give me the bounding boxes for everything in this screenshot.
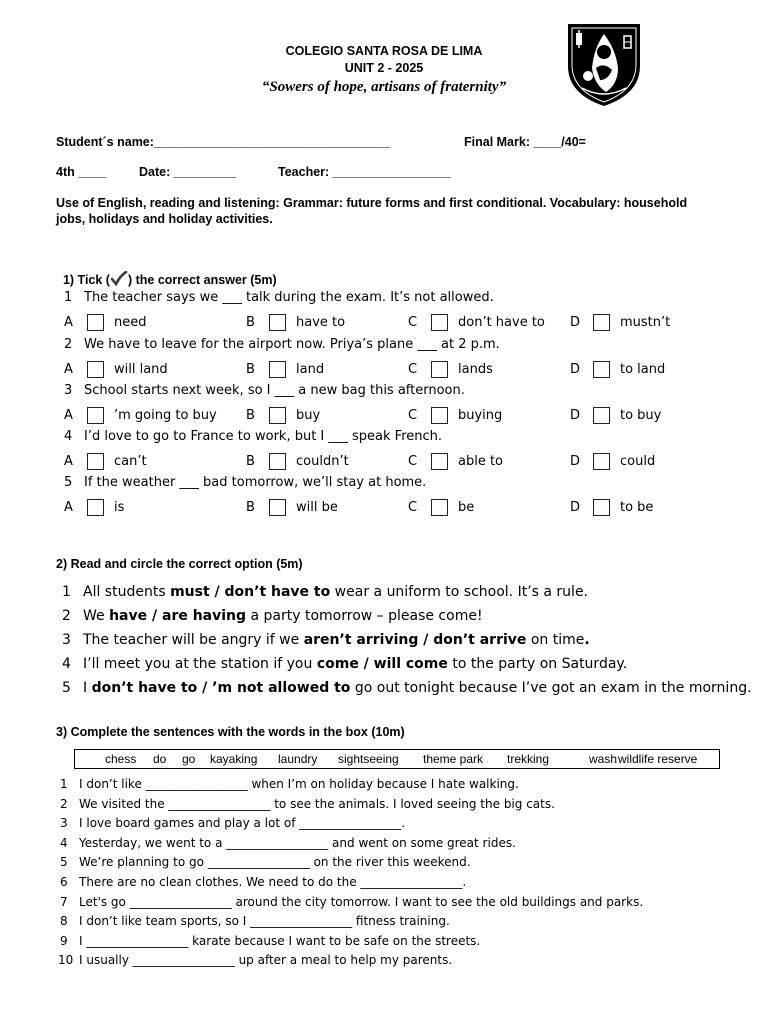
option-text: will land (114, 362, 168, 377)
option-text: could (620, 454, 656, 469)
fill-in-sentence[interactable]: Let's go _________________ around the city tomorrow. I want to see the old buildings and parks. (79, 894, 644, 909)
question-number: 4 (64, 429, 73, 444)
fill-in-sentence[interactable]: We’re planning to go _________________ on the river this weekend. (79, 855, 471, 870)
option-text: buying (458, 408, 503, 423)
option-letter: D (570, 408, 581, 423)
option-letter: B (246, 500, 255, 515)
fill-in-sentence[interactable]: I love board games and play a lot of _________________. (79, 816, 406, 831)
answer-checkbox[interactable] (431, 453, 448, 470)
option-letter: A (64, 408, 73, 423)
sentence-part: to the party on Saturday. (447, 656, 628, 672)
sentence-part: We (83, 608, 110, 624)
question-text: The teacher says we ___ talk during the exam. It’s not allowed. (84, 290, 494, 305)
word-option: chess (105, 752, 137, 766)
option-text: able to (458, 454, 504, 469)
question-number: 3 (64, 383, 73, 398)
sentence-number: 3 (62, 632, 71, 648)
answer-checkbox[interactable] (269, 499, 286, 516)
answer-checkbox[interactable] (593, 314, 610, 331)
sentence-number: 9 (60, 933, 68, 948)
answer-checkbox[interactable] (269, 314, 286, 331)
option-letter: A (64, 454, 73, 469)
option-text: to be (620, 500, 654, 515)
sentence-part: a party tomorrow – please come! (246, 608, 483, 624)
sentence-part: I’ll meet you at the station if you (83, 656, 317, 672)
sentence-part: I (83, 680, 92, 696)
option-text: be (458, 500, 475, 515)
answer-checkbox[interactable] (593, 453, 610, 470)
question-number: 1 (64, 290, 73, 305)
option-letter: C (408, 362, 418, 377)
sentence-number: 6 (60, 875, 68, 889)
fill-in-sentence[interactable]: I don’t like team sports, so I _________________ fitness training. (79, 914, 450, 929)
option-letter: A (64, 362, 73, 377)
circle-option-sentence (83, 656, 627, 672)
word-option: laundry (278, 752, 318, 766)
exam-description: Use of English, reading and listening: Grammar: future forms and first conditional. Vocabulary: household jobs, holidays and holiday activities. (56, 196, 688, 226)
unit-title: UNIT 2 - 2025 (344, 61, 424, 75)
word-option: sightseeing (338, 752, 399, 766)
option-letter: D (570, 315, 581, 330)
choice-options[interactable]: aren’t arriving / don’t arrive (303, 632, 527, 648)
answer-checkbox[interactable] (431, 314, 448, 331)
word-option: wildlife reserve (618, 752, 698, 766)
sentence-part: on time (526, 632, 585, 648)
school-crest-icon (566, 18, 642, 108)
word-option: wash (589, 752, 618, 766)
option-text: couldn’t (296, 454, 349, 469)
option-text: can’t (114, 454, 147, 469)
sentence-number: 1 (60, 777, 68, 791)
fill-in-sentence[interactable]: There are no clean clothes. We need to do the _________________. (79, 875, 467, 889)
sentence-part: go out tonight because I’ve got an exam in the morning. (350, 680, 752, 696)
option-text: mustn’t (620, 315, 671, 330)
fill-in-sentence[interactable]: I usually _________________ up after a meal to help my parents. (79, 953, 453, 968)
sentence-number: 5 (62, 680, 71, 696)
option-text: to land (620, 362, 666, 377)
option-letter: B (246, 408, 255, 423)
option-text: ’m going to buy (114, 408, 217, 423)
fill-in-sentence[interactable]: I _________________ karate because I want to be safe on the streets. (79, 933, 481, 948)
date-field[interactable]: Date: _________ (139, 165, 237, 179)
sentence-part: wear a uniform to school. It’s a rule. (330, 584, 589, 600)
word-option: trekking (507, 752, 550, 766)
sentence-number: 3 (60, 816, 68, 831)
choice-options[interactable]: must / don’t have to (170, 584, 331, 600)
sentence-number: 8 (60, 914, 68, 929)
option-text: to buy (620, 408, 662, 423)
section1-title-end: ) the correct answer (5m) (127, 273, 277, 287)
option-text: land (296, 362, 325, 377)
final-mark-field[interactable]: Final Mark: ____/40= (464, 135, 586, 149)
section1-title-start: 1) Tick ( (62, 273, 110, 287)
option-letter: B (246, 315, 255, 330)
answer-checkbox[interactable] (87, 453, 104, 470)
fill-in-sentence[interactable]: I don’t like _________________ when I’m on holiday because I hate walking. (79, 777, 519, 791)
answer-checkbox[interactable] (431, 499, 448, 516)
answer-checkbox[interactable] (593, 407, 610, 424)
sentence-part: The teacher will be angry if we (83, 632, 304, 648)
choice-options[interactable]: . (584, 632, 590, 648)
answer-checkbox[interactable] (269, 407, 286, 424)
option-letter: B (246, 362, 255, 377)
answer-checkbox[interactable] (87, 499, 104, 516)
option-text: need (114, 315, 147, 330)
answer-checkbox[interactable] (87, 361, 104, 378)
question-text: If the weather ___ bad tomorrow, we’ll stay at home. (84, 475, 427, 490)
school-motto: “Sowers of hope, artisans of fraternity” (261, 79, 507, 95)
student-name-field[interactable]: Student´s name:__________________________________ (56, 135, 391, 149)
sentence-number: 10 (58, 953, 74, 968)
sentence-number: 7 (60, 894, 68, 909)
grade-field[interactable]: 4th ____ (56, 165, 107, 179)
section1-title (56, 257, 277, 287)
option-letter: D (570, 500, 581, 515)
teacher-field[interactable]: Teacher: _________________ (278, 165, 451, 179)
fill-in-sentence[interactable]: Yesterday, we went to a _________________ and went on some great rides. (79, 835, 516, 850)
answer-checkbox[interactable] (431, 361, 448, 378)
circle-option-sentence (83, 584, 588, 600)
option-letter: C (408, 454, 418, 469)
question-number: 2 (64, 337, 73, 352)
sentence-number: 1 (62, 584, 71, 600)
option-text: don’t have to (458, 315, 545, 330)
circle-option-sentence (83, 632, 590, 648)
answer-checkbox[interactable] (269, 361, 286, 378)
option-text: will be (296, 500, 338, 515)
word-option: go (182, 752, 196, 766)
sentence-number: 4 (62, 656, 71, 672)
word-box (74, 749, 720, 769)
option-letter: A (64, 315, 73, 330)
question-number: 5 (64, 475, 73, 490)
school-name: COLEGIO SANTA ROSA DE LIMA (285, 44, 483, 58)
answer-checkbox[interactable] (87, 314, 104, 331)
question-text: We have to leave for the airport now. Priya’s plane ___ at 2 p.m. (84, 337, 500, 352)
option-letter: B (246, 454, 255, 469)
choice-options[interactable]: have / are having (109, 608, 247, 624)
option-letter: C (408, 408, 418, 423)
option-letter: C (408, 315, 418, 330)
option-letter: A (64, 500, 73, 515)
answer-checkbox[interactable] (593, 499, 610, 516)
circle-option-sentence (83, 608, 483, 624)
sentence-number: 5 (60, 855, 68, 870)
option-text: have to (296, 315, 346, 330)
answer-checkbox[interactable] (431, 407, 448, 424)
option-letter: D (570, 454, 581, 469)
circle-option-sentence (83, 680, 752, 696)
section2-title: 2) Read and circle the correct option (5m) (56, 557, 303, 571)
section3-title: 3) Complete the sentences with the words in the box (10m) (56, 725, 405, 739)
option-text: lands (458, 362, 493, 377)
sentence-number: 2 (62, 608, 71, 624)
question-text: School starts next week, so I ___ a new bag this afternoon. (84, 383, 465, 398)
word-option: do (153, 752, 167, 766)
option-text: buy (296, 408, 321, 423)
sentence-number: 2 (60, 796, 68, 811)
checkmark-icon (110, 271, 128, 287)
answer-checkbox[interactable] (593, 361, 610, 378)
word-option: theme park (423, 752, 484, 766)
sentence-part: All students (83, 584, 171, 600)
choice-options[interactable]: come / will come (316, 656, 448, 672)
sentence-number: 4 (60, 835, 68, 850)
question-text: I’d love to go to France to work, but I ___ speak French. (84, 429, 443, 444)
answer-checkbox[interactable] (269, 453, 286, 470)
choice-options[interactable]: don’t have to / ’m not allowed to (91, 680, 351, 696)
option-text: is (114, 500, 125, 515)
fill-in-sentence[interactable]: We visited the _________________ to see the animals. I loved seeing the big cats. (79, 796, 555, 811)
option-letter: C (408, 500, 418, 515)
option-letter: D (570, 362, 581, 377)
answer-checkbox[interactable] (87, 407, 104, 424)
word-option: kayaking (210, 752, 258, 766)
